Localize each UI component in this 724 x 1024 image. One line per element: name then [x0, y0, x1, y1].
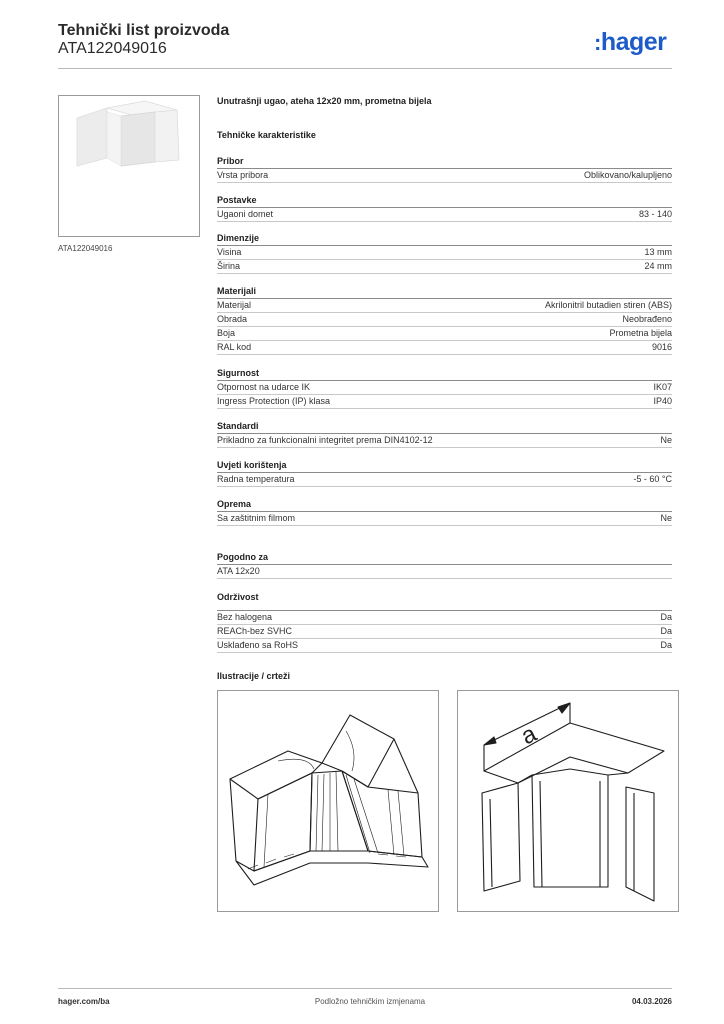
spec-value: Da — [660, 640, 672, 650]
spec-key: Obrada — [217, 314, 248, 324]
section-title: Standardi — [217, 420, 672, 434]
spec-row — [217, 381, 672, 395]
dimension-label: a — [516, 720, 541, 751]
footer-website-link[interactable]: hager.com/ba — [58, 997, 110, 1006]
spec-key: Ugaoni domet — [217, 209, 274, 219]
section-pogodno — [217, 551, 672, 579]
spec-value: 83 - 140 — [638, 209, 672, 219]
section-title: Dimenzije — [217, 232, 672, 246]
spec-value: IP40 — [653, 396, 672, 406]
spec-value: 13 mm — [644, 247, 672, 257]
spec-row — [217, 169, 672, 183]
spec-row — [217, 434, 672, 448]
spec-row — [217, 341, 672, 355]
spec-row — [217, 625, 672, 639]
spec-row — [217, 611, 672, 625]
footer-divider — [58, 988, 672, 989]
footer-date: 04.03.2026 — [631, 997, 672, 1006]
spec-key: Otpornost na udarce IK — [217, 382, 311, 392]
section-title: Uvjeti korištenja — [217, 459, 672, 473]
spec-row — [217, 565, 672, 579]
spec-key: Usklađeno sa RoHS — [217, 640, 299, 650]
thumbnail-caption: ATA122049016 — [58, 244, 113, 253]
section-postavke — [217, 194, 672, 222]
spec-row — [217, 313, 672, 327]
product-name: Unutrašnji ugao, ateha 12x20 mm, prometna bijela — [217, 96, 432, 106]
section-title: Pribor — [217, 155, 672, 169]
spec-key: REACh-bez SVHC — [217, 626, 293, 636]
spec-key: Prikladno za funkcionalni integritet prema DIN4102-12 — [217, 435, 433, 445]
spec-value: Neobrađeno — [622, 314, 672, 324]
section-oprema — [217, 498, 672, 526]
section-odrzivost — [217, 591, 672, 653]
spec-key: RAL kod — [217, 342, 252, 352]
spec-row — [217, 473, 672, 487]
section-standardi — [217, 420, 672, 448]
logo-mark: : — [594, 30, 601, 55]
line-drawing-3d — [217, 690, 439, 912]
spec-value: -5 - 60 °C — [633, 474, 672, 484]
header-divider — [58, 68, 672, 69]
spec-key: Sa zaštitnim filmom — [217, 513, 296, 523]
spec-row — [217, 639, 672, 653]
illustrations-title: Ilustracije / crteži — [217, 671, 291, 681]
product-thumbnail — [58, 95, 200, 237]
spec-row — [217, 208, 672, 222]
section-title: Oprema — [217, 498, 672, 512]
section-title: Sigurnost — [217, 367, 672, 381]
footer-notice: Podložno tehničkim izmjenama — [314, 997, 426, 1006]
section-materijali — [217, 285, 672, 355]
inner-corner-3d-drawing-icon — [218, 691, 438, 911]
spec-value: Ne — [660, 513, 672, 523]
spec-key: Ingress Protection (IP) klasa — [217, 396, 331, 406]
spec-key: Boja — [217, 328, 236, 338]
spec-key: ATA 12x20 — [217, 566, 260, 576]
spec-key: Vrsta pribora — [217, 170, 269, 180]
dimension-drawing — [457, 690, 679, 912]
product-code: ATA122049016 — [58, 40, 167, 57]
section-title: Pogodno za — [217, 551, 672, 565]
section-pribor — [217, 155, 672, 183]
spec-value: Ne — [660, 435, 672, 445]
page-title: Tehnički list proizvoda — [58, 22, 230, 39]
spec-row — [217, 512, 672, 526]
spec-value: 9016 — [651, 342, 672, 352]
spec-value: Akrilonitril butadien stiren (ABS) — [544, 300, 672, 310]
spec-key: Radna temperatura — [217, 474, 295, 484]
spec-row — [217, 395, 672, 409]
spec-heading: Tehničke karakteristike — [217, 130, 316, 140]
spec-value: IK07 — [653, 382, 672, 392]
spec-key: Širina — [217, 261, 241, 271]
spec-key: Visina — [217, 247, 242, 257]
spec-value: Da — [660, 626, 672, 636]
section-title: Materijali — [217, 285, 672, 299]
spec-value: 24 mm — [644, 261, 672, 271]
section-sigurnost — [217, 367, 672, 409]
spec-row — [217, 299, 672, 313]
hager-logo — [594, 28, 666, 57]
inner-corner-dimension-icon — [458, 691, 678, 911]
product-photo-icon — [59, 96, 199, 236]
spec-row — [217, 246, 672, 260]
spec-key: Bez halogena — [217, 612, 273, 622]
section-title: Održivost — [217, 592, 259, 602]
spec-key: Materijal — [217, 300, 252, 310]
spec-value: Oblikovano/kalupljeno — [583, 170, 672, 180]
section-uvjeti — [217, 459, 672, 487]
spec-row — [217, 260, 672, 274]
section-dimenzije — [217, 232, 672, 274]
spec-row — [217, 327, 672, 341]
section-title: Postavke — [217, 194, 672, 208]
logo-text: hager — [600, 28, 667, 56]
spec-value: Prometna bijela — [609, 328, 672, 338]
spec-value: Da — [660, 612, 672, 622]
